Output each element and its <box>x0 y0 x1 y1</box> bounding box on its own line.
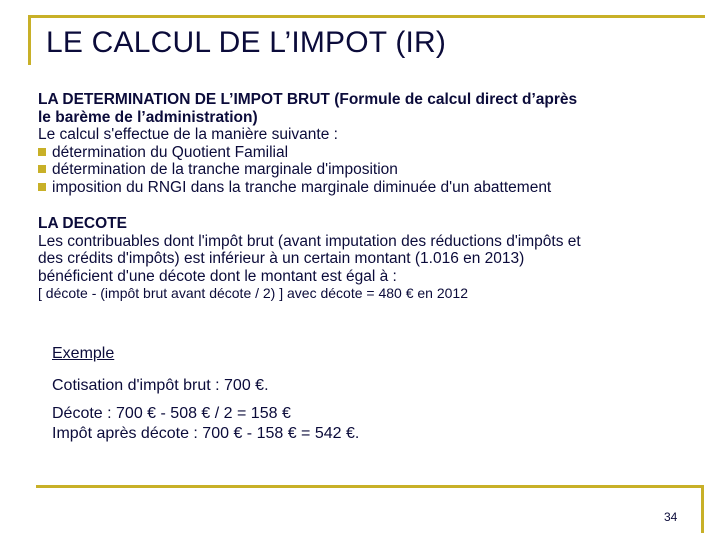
example-label: Exemple <box>52 345 115 362</box>
bullet-item <box>38 179 688 197</box>
bottom-rule <box>36 485 704 488</box>
section2-body-line1: Les contribuables dont l'impôt brut (avant imputation des réductions d'impôts et <box>38 232 581 250</box>
section2-body-line2: des crédits d'impôts) est inférieur à un certain montant (1.016 en 2013) <box>38 250 525 267</box>
decote-formula: [ décote - (impôt brut avant décote / 2) ] avec décote = 480 € en 2012 <box>38 285 468 301</box>
example-line3: Impôt après décote : 700 € - 158 € = 542 €. <box>52 425 360 442</box>
section1-heading-line2: le barème de l’administration) <box>38 108 258 126</box>
example-line1: Cotisation d'impôt brut : 700 €. <box>52 377 269 394</box>
example-line2: Décote : 700 € - 508 € / 2 = 158 € <box>52 405 291 422</box>
bullet-text: imposition du RNGI dans la tranche marginale diminuée d'un abattement <box>52 178 552 196</box>
bottom-rule-vertical <box>701 485 704 533</box>
section1-intro: Le calcul s'effectue de la manière suivante : <box>38 126 338 143</box>
bullet-text: détermination de la tranche marginale d'imposition <box>52 161 398 178</box>
slide-content <box>38 91 688 302</box>
page-number: 34 <box>664 510 678 524</box>
slide-title: LE CALCUL DE L’IMPOT (IR) <box>46 26 447 59</box>
section2-heading: LA DECOTE <box>38 215 127 232</box>
square-bullet-icon <box>38 148 46 156</box>
example-block <box>52 344 359 444</box>
section-gap <box>38 196 688 215</box>
bullet-text: détermination du Quotient Familial <box>52 143 289 161</box>
section2-body-line3: bénéficient d'une décote dont le montant est égal à : <box>38 267 397 285</box>
square-bullet-icon <box>38 165 46 173</box>
square-bullet-icon <box>38 183 46 191</box>
bullet-item <box>38 161 688 179</box>
section1-heading-line1: LA DETERMINATION DE L’IMPOT BRUT (Formule de calcul direct d’après <box>38 91 578 108</box>
bullet-item <box>38 144 688 162</box>
